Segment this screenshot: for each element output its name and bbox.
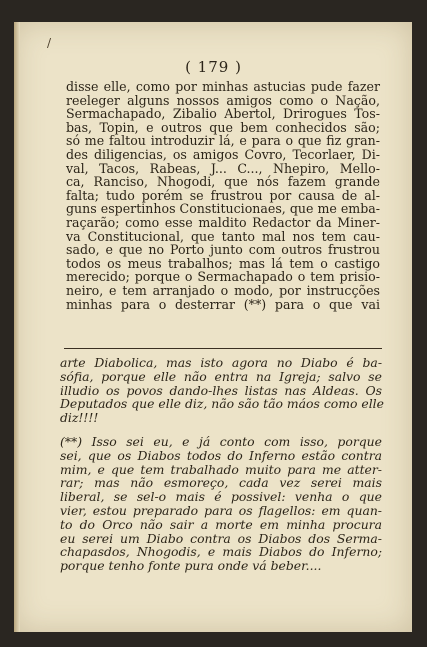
footnote-line: (**) Isso sei eu, e já conto com isso, porque xyxy=(60,433,382,449)
text-line: reeleger alguns nossos amigos como o Nação, xyxy=(66,92,380,108)
text-line: ca, Ranciso, Nhogodi, que nós fazem grande xyxy=(66,174,380,190)
text-line: disse elle, como por minhas astucias pude fazer xyxy=(66,79,380,94)
main-text-block xyxy=(66,80,380,311)
footnote-line: liberal, se sel-o mais é possivel: venha o que xyxy=(60,489,382,505)
footnote-line: eu serei um Diabo contra os Diabos dos Serma- xyxy=(60,530,382,546)
text-line: neiro, e tem arranjado o modo, por instrucções xyxy=(66,282,380,298)
footnote-line: porque tenho fonte pura onde vá beber.... xyxy=(60,558,322,574)
footnote-line: illudio os povos dando-lhes listas nas Aldeas. Os xyxy=(60,382,382,398)
footnote-line: mim, e que tem trabalhado muito para me atter- xyxy=(60,461,382,477)
text-line: falta; tudo porém se frustrou por causa de al- xyxy=(66,187,380,203)
text-line: minhas para o desterrar (**) para o que vai xyxy=(66,296,380,312)
text-line: merecido; porque o Sermachapado o tem prisio- xyxy=(66,269,380,285)
text-line: va Constitucional, que tanto mal nos tem cau- xyxy=(66,228,380,244)
footnote-line: sei, que os Diabos todos do Inferno estão contra xyxy=(60,447,382,463)
text-line: Sermachapado, Zibalio Abertol, Drirogues Tos- xyxy=(66,106,380,122)
footnote-line: to do Orco não sair a morte em minha procura xyxy=(60,516,382,532)
text-line: só me faltou introduzir lá, e para o que fiz gran- xyxy=(66,133,380,149)
corner-mark: / xyxy=(47,36,52,50)
footnote-line: vier, estou preparado para os flagellos: em quan- xyxy=(60,502,382,518)
binding-edge xyxy=(14,22,20,632)
text-line: guns espertinhos Constitucionaes, que me emba- xyxy=(66,201,381,217)
footnote-divider xyxy=(64,348,382,349)
text-line: raçarão; como esse maldito Redactor da Miner- xyxy=(66,214,380,230)
text-line: val, Tacos, Rabeas, J... C..., Nhepiro, Mello- xyxy=(66,160,380,176)
footnote-line: rar; mas não esmoreço, cada vez serei mais xyxy=(60,475,382,491)
text-line: sado, e que no Porto junto com outros frustrou xyxy=(66,242,380,258)
footnote-line: arte Diabolica, mas isto agora no Diabo é ba- xyxy=(60,355,382,370)
text-line: todos os meus trabalhos; mas lá tem o castigo xyxy=(66,255,380,271)
page-number: ( 179 ) xyxy=(185,58,242,76)
footnote-line: sófia, porque elle não entra na Igreja; salvo se xyxy=(60,368,382,384)
footnote-block xyxy=(60,356,382,573)
footnote-line: diz!!!! xyxy=(60,410,99,426)
footnote-line: Deputados que elle diz, não são tão máos como elle xyxy=(60,396,384,412)
text-line: bas, Topin, e outros que bem conhecidos são; xyxy=(66,119,380,135)
text-line: des diligencias, os amigos Covro, Tecorlaer, Di- xyxy=(66,146,380,162)
footnote-line: chapasdos, Nhogodis, e mais Diabos do Inferno; xyxy=(60,544,382,560)
